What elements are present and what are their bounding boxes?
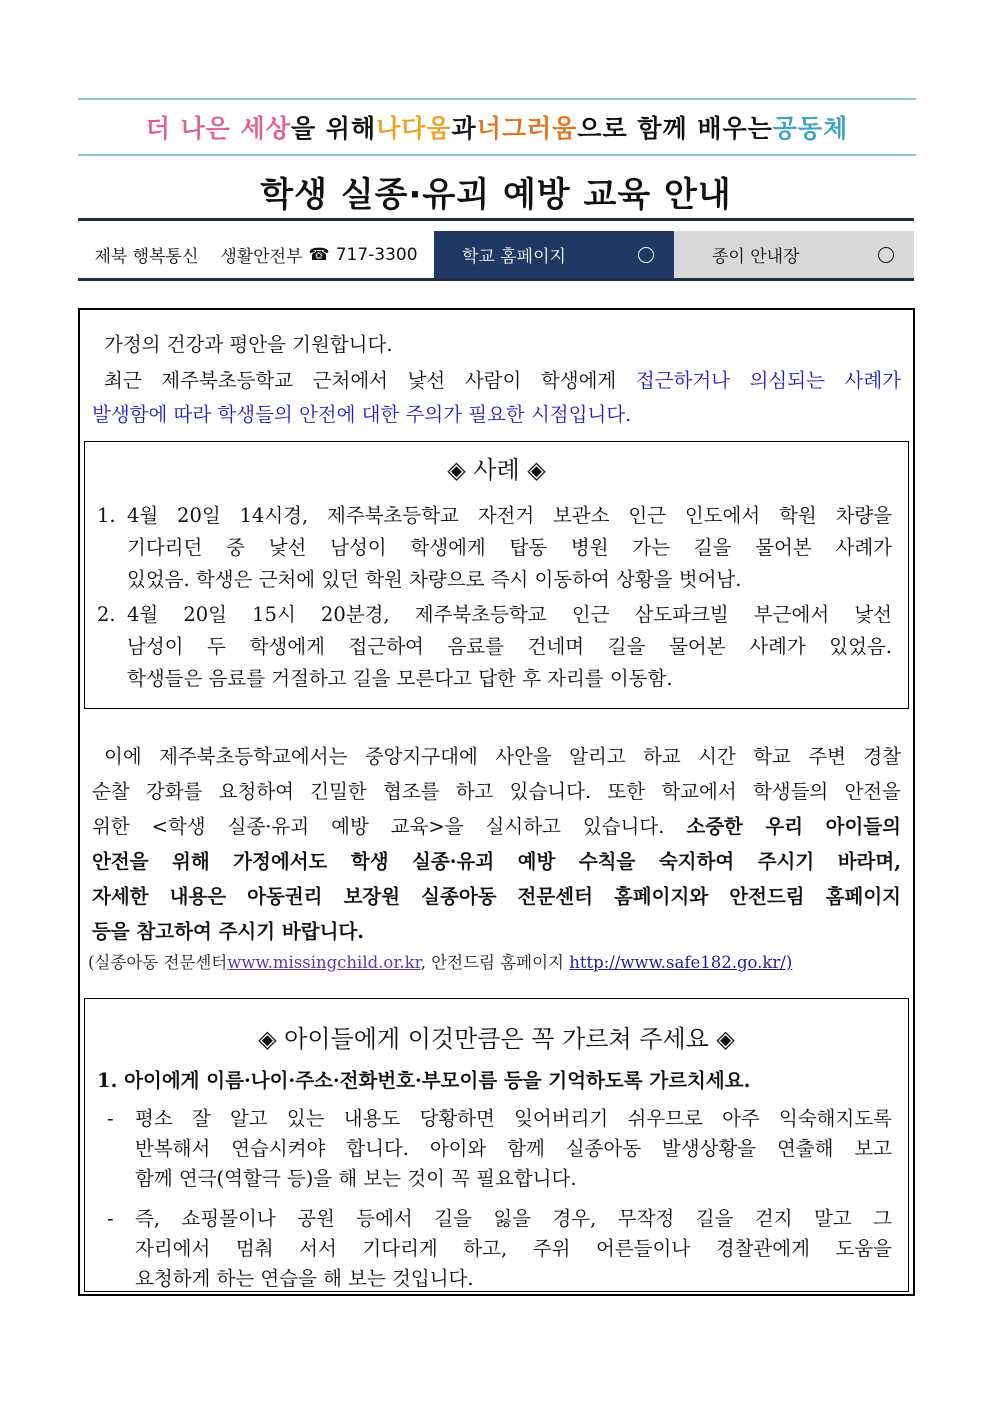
tip-line: 평소 잘 알고 있는 내용도 당황하면 잊어버리기 쉬우므로 아주 익숙해지도록: [135, 1107, 892, 1130]
contact-info: [78, 231, 434, 278]
slogan-part: 더 나은 세상: [145, 114, 291, 143]
body-text: 위한 <학생 실종·유괴 예방 교육>을 실시하고 있습니다.: [92, 815, 687, 838]
tip-line: 자리에서 멈춰 서서 기다리게 하고, 주위 어른들이나 경찰관에게 도움을: [135, 1237, 892, 1260]
intro-text: 최근 제주북초등학교 근처에서 낯선 사람이 학생에게: [104, 369, 636, 392]
department: 생활안전부: [220, 247, 303, 267]
homepage-option: [434, 231, 674, 278]
slogan-part: 나다움: [376, 114, 452, 143]
tips-item-title: 1. 아이에게 이름·나이·주소·전화번호·부모이름 등을 기억하도록 가르치세요.: [97, 1069, 751, 1092]
tip-line: 함께 연극(역할극 등)을 해 보는 것이 꼭 필요합니다.: [135, 1167, 577, 1190]
body-bold-line: 등을 참고하여 주시기 바랍니다.: [92, 920, 365, 943]
paper-label: 종이 안내장: [712, 247, 800, 267]
tip-line: 요청하게 하는 연습을 해 보는 것입니다.: [135, 1267, 474, 1290]
paper-option: [674, 231, 914, 278]
phone-icon: ☎: [308, 244, 330, 265]
cases-box: [84, 441, 909, 709]
case-line: 4월 20일 14시경, 제주북초등학교 자전거 보관소 인근 인도에서 학원 차량을: [127, 504, 892, 527]
slogan-banner: [78, 98, 916, 156]
slogan-part: 너그러움: [476, 114, 578, 143]
slogan-part: 으로 함께 배우는: [577, 114, 773, 143]
bullet-dash: -: [107, 1207, 114, 1230]
source-middle: , 안전드림 홈페이지: [420, 953, 570, 972]
case-number: 2.: [97, 603, 116, 626]
body-bold: 소중한 우리 아이들의: [686, 815, 901, 838]
newsletter-name: 제북 행복통신: [94, 247, 199, 267]
case-line: 4월 20일 15시 20분경, 제주북초등학교 인근 삼도파크빌 부근에서 낯선: [127, 603, 892, 626]
case-line: 남성이 두 학생에게 접근하여 음료를 건네며 길을 물어본 사례가 있었음.: [127, 635, 892, 658]
homepage-circle-icon: [638, 247, 654, 263]
slogan-part: 과: [451, 114, 477, 143]
body-line: 이에 제주북초등학교에서는 중앙지구대에 사안을 알리고 하교 시간 학교 주변 경찰: [104, 745, 901, 768]
intro-highlight-cont: 발생함에 따라 학생들의 안전에 대한 주의가 필요한 시점입니다.: [92, 403, 632, 426]
homepage-label: 학교 홈페이지: [462, 247, 566, 267]
page-title: 학생 실종·유괴 예방 교육 안내: [78, 165, 914, 221]
cases-heading: ◈ 사례 ◈: [447, 456, 546, 484]
intro-highlight: 접근하거나 의심되는 사례가: [635, 369, 901, 392]
missingchild-link[interactable]: www.missingchild.or.kr: [227, 953, 421, 972]
case-line: 기다리던 중 낯선 남성이 학생에게 탑동 병원 가는 길을 물어본 사례가: [127, 536, 892, 559]
body-line: [92, 810, 901, 844]
phone-number: 717-3300: [335, 244, 418, 265]
case-number: 1.: [97, 504, 116, 527]
body-line: 순찰 강화를 요청하여 긴밀한 협조를 하고 있습니다. 또한 학교에서 학생들의 안전을: [92, 780, 901, 803]
intro-line: [104, 364, 901, 398]
slogan-part: 을 위해: [290, 114, 377, 143]
safe182-link[interactable]: http://www.safe182.go.kr/): [569, 953, 793, 972]
case-line: 있었음. 학생은 근처에 있던 학원 차량으로 즉시 이동하여 상황을 벗어남.: [127, 568, 742, 591]
source-links: [88, 952, 792, 974]
slogan-part: 공동체: [772, 114, 849, 143]
bullet-dash: -: [107, 1107, 114, 1130]
tips-heading: ◈ 아이들에게 이것만큼은 꼭 가르쳐 주세요 ◈: [258, 1025, 735, 1053]
body-bold-line: 안전을 위해 가정에서도 학생 실종·유괴 예방 수칙을 숙지하여 주시기 바라며,: [92, 850, 901, 873]
tips-box: [84, 998, 909, 1292]
info-bar: [78, 231, 914, 281]
greeting: 가정의 건강과 평안을 기원합니다.: [104, 333, 393, 356]
source-prefix: (실종아동 전문센터: [88, 953, 228, 972]
tip-line: 반복해서 연습시켜야 합니다. 아이와 함께 실종아동 발생상황을 연출해 보고: [135, 1137, 892, 1160]
case-line: 학생들은 음료를 거절하고 길을 모른다고 답한 후 자리를 이동함.: [127, 667, 673, 690]
main-content-box: [78, 308, 915, 1296]
body-bold-line: 자세한 내용은 아동권리 보장원 실종아동 전문센터 홈페이지와 안전드림 홈페이지: [92, 885, 901, 908]
paper-circle-icon: [878, 247, 894, 263]
tip-line: 즉, 쇼핑몰이나 공원 등에서 길을 잃을 경우, 무작정 길을 걷지 말고 그: [135, 1207, 892, 1230]
